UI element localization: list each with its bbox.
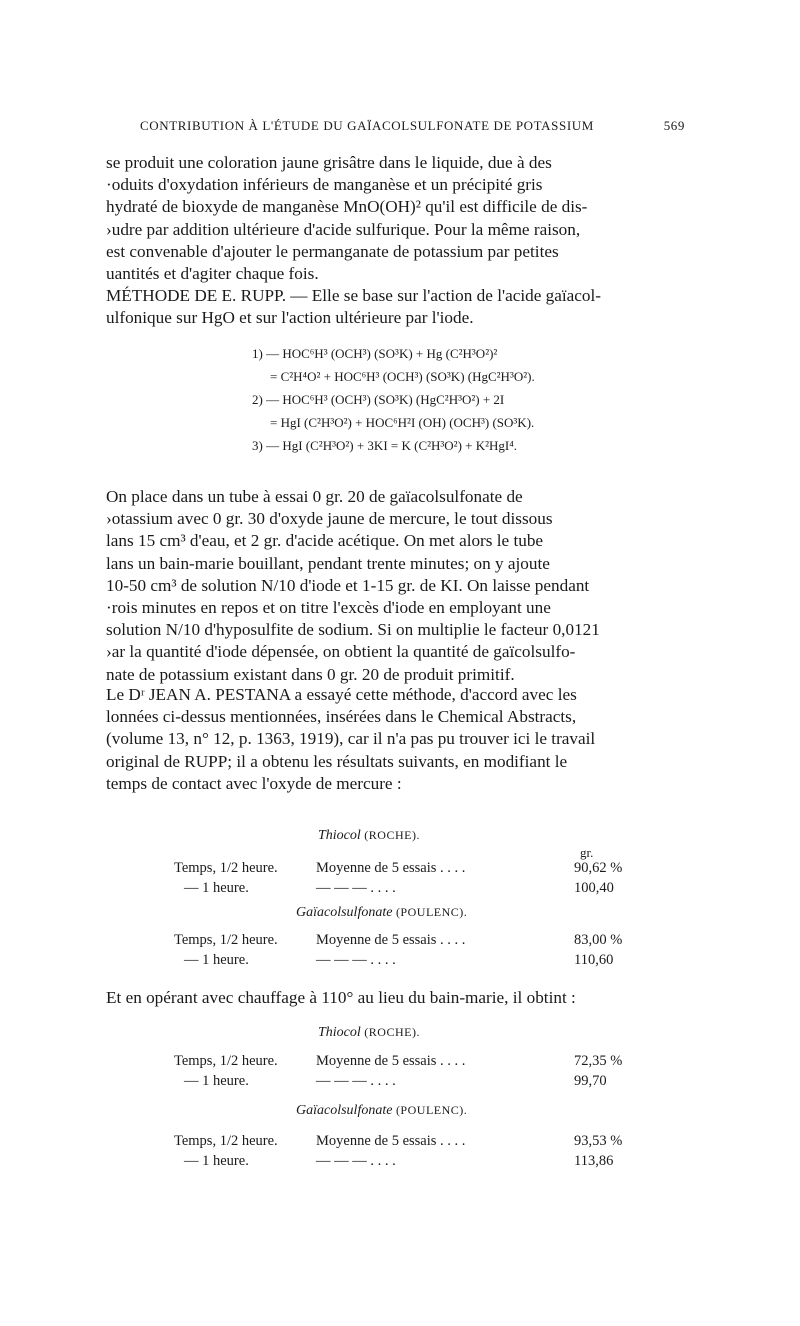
row-label: Temps, 1/2 heure. [174, 1133, 278, 1149]
table-row [174, 1053, 654, 1070]
equation-1-result: = C²H⁴O² + HOC⁶H³ (OCH³) (SO³K) (HgC²H³O²). [270, 369, 535, 384]
row-value: 93,53 % [574, 1133, 623, 1149]
equation-2-result: = HgI (C²H³O²) + HOC⁶H²I (OH) (OCH³) (SO³K). [270, 415, 535, 430]
row-label: Temps, 1/2 heure. [174, 1053, 278, 1069]
equation-3: 3) — HgI (C²H³O²) + 3KI = K (C²H³O²) + K²HgI⁴. [252, 438, 518, 453]
running-header [140, 118, 685, 134]
table-3-brand: (ROCHE). [364, 1025, 420, 1039]
row-value: 90,62 % [574, 860, 623, 876]
row-desc: Moyenne de 5 essais . . . . [316, 1053, 466, 1069]
row-value: 83,00 % [574, 932, 623, 948]
table-4-brand: (POULENC). [395, 1103, 468, 1117]
row-label: Temps, 1/2 heure. [174, 860, 278, 876]
row-label: — 1 heure. [184, 880, 249, 896]
row-desc: Moyenne de 5 essais . . . . [316, 932, 466, 948]
paragraph-3: Le Dʳ JEAN A. PESTANA a essayé cette méthode, d'accord avec les lonnées ci-dessus mentionnées, insérées dans le Chemical Abstracts, (volume 13, n° 12, p. 1363, 1919), car il n'a pas pu trouver ici le travail original de RUPP; il a obtenu les résultats suivants, en modifiant le temps de contact avec l'oxyde de mercure : [106, 685, 596, 793]
running-title: CONTRIBUTION À L'ÉTUDE DU GAÏACOLSULFONATE DE POTASSIUM [140, 118, 594, 133]
table-row [174, 932, 654, 949]
row-desc: Moyenne de 5 essais . . . . [316, 1133, 466, 1149]
table-2-product: Gaïacolsulfonate [296, 905, 393, 920]
row-label: — 1 heure. [184, 952, 249, 968]
paragraph-2: On place dans un tube à essai 0 gr. 20 de gaïacolsulfonate de ›otassium avec 0 gr. 30 d'oxyde jaune de mercure, le tout dissous lans 15 cm³ d'eau, et 2 gr. d'acide acétique. On met alors le tube lans un bain-marie bouillant, pendant trente minutes; on y ajoute 10-50 cm³ de solution N/10 d'iode et 1-15 gr. de KI. On laisse pendant ·rois minutes en repos et on titre l'excès d'iode en employant une solution N/10 d'hyposulfite de sodium. Si on multiplie le facteur 0,0121 ›ar la quantité d'iode dépensée, on obtient la quantité de gaïcolsulfo- nate de potassium existant dans 0 gr. 20 de produit primitif. [106, 487, 600, 684]
row-desc: — — — . . . . [316, 1073, 396, 1089]
row-value: 100,40 [574, 880, 614, 896]
table-4-product: Gaïacolsulfonate [296, 1103, 393, 1118]
row-label: — 1 heure. [184, 1073, 249, 1089]
table-2-brand: (POULENC). [395, 905, 468, 919]
page-number: 569 [663, 118, 685, 133]
table-row [174, 880, 654, 897]
table-4-title [296, 1103, 467, 1119]
paragraph-1: se produit une coloration jaune grisâtre dans le liquide, due à des ·oduits d'oxydation inférieurs de manganèse et un précipité gris hydraté de bioxyde de manganèse MnO(OH)² qu'il est difficile de dis- ›udre par addition ultérieure d'acide sulfurique. Pour la même raison, est convenable d'ajouter le permanganate de potassium par petites uantités et d'agiter chaque fois. MÉTHODE DE E. RUPP. — Elle se base sur l'action de l'acide gaïacol- ulfonique sur HgO et sur l'action ultérieure par l'iode. [106, 153, 601, 328]
table-1-brand: (ROCHE). [364, 828, 420, 842]
row-desc: — — — . . . . [316, 880, 396, 896]
row-value: 110,60 [574, 952, 614, 968]
table-row [174, 1153, 654, 1170]
table-row [174, 952, 654, 969]
table-3-product: Thiocol [318, 1025, 361, 1040]
table-3-title [318, 1025, 420, 1041]
table-2-title [296, 905, 467, 921]
table-row [174, 1133, 654, 1150]
row-value: 99,70 [574, 1073, 607, 1089]
paragraph-4: Et en opérant avec chauffage à 110° au lieu du bain-marie, il obtint : [106, 988, 576, 1007]
table-1-product: Thiocol [318, 828, 361, 843]
equation-2: 2) — HOC⁶H³ (OCH³) (SO³K) (HgC²H³O²) + 2I [252, 392, 505, 407]
table-row [174, 860, 654, 877]
row-desc: Moyenne de 5 essais . . . . [316, 860, 466, 876]
table-row [174, 1073, 654, 1090]
row-desc: — — — . . . . [316, 952, 396, 968]
row-label: Temps, 1/2 heure. [174, 932, 278, 948]
equation-1: 1) — HOC⁶H³ (OCH³) (SO³K) + Hg (C²H³O²)² [252, 346, 498, 361]
row-value: 113,86 [574, 1153, 614, 1169]
row-desc: — — — . . . . [316, 1153, 396, 1169]
table-1-title [318, 828, 420, 844]
row-value: 72,35 % [574, 1053, 623, 1069]
row-label: — 1 heure. [184, 1153, 249, 1169]
table-1-unit: gr. [580, 845, 594, 860]
